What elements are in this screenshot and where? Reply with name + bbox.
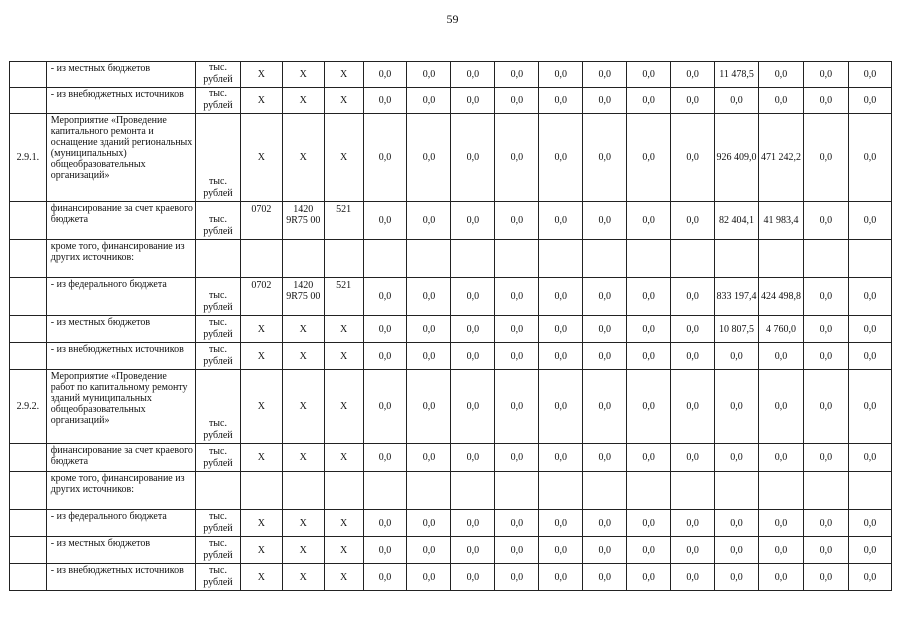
value-cell: 0,0 — [671, 444, 715, 472]
row-code-cell — [10, 564, 47, 591]
value-cell: 0,0 — [539, 278, 583, 316]
value-cell: 0,0 — [363, 88, 407, 114]
classification-cell — [240, 472, 282, 510]
value-cell: 0,0 — [451, 537, 495, 564]
value-cell — [407, 472, 451, 510]
value-cell: 0,0 — [715, 564, 759, 591]
classification-cell: 0702 — [240, 278, 282, 316]
value-cell: 0,0 — [495, 370, 539, 444]
classification-cell: X — [324, 537, 363, 564]
value-cell: 0,0 — [495, 444, 539, 472]
value-cell: 0,0 — [583, 510, 627, 537]
value-cell — [671, 240, 715, 278]
row-code-cell — [10, 240, 47, 278]
value-cell: 0,0 — [363, 114, 407, 202]
table-row — [10, 510, 892, 537]
row-name-cell: - из внебюджетных источников — [46, 343, 195, 370]
classification-cell: X — [240, 537, 282, 564]
value-cell: 0,0 — [715, 510, 759, 537]
value-cell — [671, 472, 715, 510]
value-cell: 0,0 — [848, 316, 891, 343]
value-cell: 0,0 — [451, 343, 495, 370]
value-cell: 0,0 — [583, 537, 627, 564]
row-code-cell — [10, 510, 47, 537]
value-cell: 0,0 — [848, 537, 891, 564]
row-unit-cell: тыс. рублей — [195, 537, 240, 564]
value-cell: 0,0 — [671, 564, 715, 591]
value-cell: 0,0 — [627, 62, 671, 88]
classification-cell: X — [282, 316, 324, 343]
value-cell: 0,0 — [407, 510, 451, 537]
value-cell: 0,0 — [539, 444, 583, 472]
value-cell: 0,0 — [495, 537, 539, 564]
row-name-cell: кроме того, финансирование из других источников: — [46, 472, 195, 510]
value-cell: 0,0 — [848, 202, 891, 240]
value-cell: 0,0 — [671, 278, 715, 316]
value-cell — [363, 240, 407, 278]
value-cell: 0,0 — [363, 343, 407, 370]
classification-cell: 1420 9R75 00 — [282, 202, 324, 240]
value-cell: 0,0 — [803, 510, 848, 537]
classification-cell: X — [324, 510, 363, 537]
row-name-cell: финансирование за счет краевого бюджета — [46, 202, 195, 240]
value-cell: 41 983,4 — [758, 202, 803, 240]
value-cell: 0,0 — [671, 537, 715, 564]
value-cell: 0,0 — [671, 88, 715, 114]
value-cell: 0,0 — [407, 62, 451, 88]
value-cell: 0,0 — [848, 370, 891, 444]
table-row — [10, 343, 892, 370]
value-cell: 0,0 — [539, 114, 583, 202]
row-code-cell — [10, 88, 47, 114]
row-code-cell — [10, 537, 47, 564]
value-cell — [407, 240, 451, 278]
value-cell: 0,0 — [803, 343, 848, 370]
value-cell: 0,0 — [407, 564, 451, 591]
classification-cell: 521 — [324, 202, 363, 240]
value-cell: 471 242,2 — [758, 114, 803, 202]
value-cell: 0,0 — [451, 88, 495, 114]
value-cell: 0,0 — [803, 537, 848, 564]
value-cell — [451, 240, 495, 278]
value-cell: 0,0 — [539, 564, 583, 591]
row-code-cell: 2.9.1. — [10, 114, 47, 202]
value-cell: 0,0 — [627, 114, 671, 202]
classification-cell: X — [324, 343, 363, 370]
row-unit-cell: тыс. рублей — [195, 510, 240, 537]
value-cell: 0,0 — [627, 343, 671, 370]
classification-cell: X — [282, 114, 324, 202]
value-cell: 0,0 — [715, 343, 759, 370]
value-cell: 0,0 — [495, 202, 539, 240]
classification-cell: X — [324, 564, 363, 591]
value-cell: 0,0 — [407, 343, 451, 370]
row-unit-cell: тыс. рублей — [195, 202, 240, 240]
value-cell: 0,0 — [758, 370, 803, 444]
value-cell: 0,0 — [715, 88, 759, 114]
table-row — [10, 240, 892, 278]
value-cell: 0,0 — [671, 62, 715, 88]
value-cell: 0,0 — [539, 62, 583, 88]
budget-table-body — [10, 62, 892, 591]
value-cell: 0,0 — [803, 564, 848, 591]
value-cell: 0,0 — [627, 537, 671, 564]
value-cell: 0,0 — [363, 370, 407, 444]
value-cell: 926 409,0 — [715, 114, 759, 202]
value-cell: 0,0 — [848, 62, 891, 88]
value-cell: 0,0 — [627, 510, 671, 537]
value-cell: 424 498,8 — [758, 278, 803, 316]
value-cell: 0,0 — [627, 316, 671, 343]
value-cell: 0,0 — [758, 537, 803, 564]
value-cell: 0,0 — [848, 278, 891, 316]
value-cell: 0,0 — [803, 444, 848, 472]
classification-cell: 1420 9R75 00 — [282, 278, 324, 316]
classification-cell: X — [282, 88, 324, 114]
table-row — [10, 114, 892, 202]
value-cell: 0,0 — [583, 343, 627, 370]
value-cell: 0,0 — [407, 202, 451, 240]
value-cell: 0,0 — [539, 88, 583, 114]
row-unit-cell: тыс. рублей — [195, 88, 240, 114]
row-code-cell — [10, 202, 47, 240]
classification-cell: X — [324, 370, 363, 444]
row-unit-cell — [195, 240, 240, 278]
value-cell: 0,0 — [848, 510, 891, 537]
row-unit-cell: тыс. рублей — [195, 278, 240, 316]
value-cell: 0,0 — [407, 88, 451, 114]
value-cell — [495, 240, 539, 278]
row-code-cell: 2.9.2. — [10, 370, 47, 444]
classification-cell: X — [324, 444, 363, 472]
classification-cell: X — [282, 510, 324, 537]
value-cell: 0,0 — [758, 510, 803, 537]
table-row — [10, 537, 892, 564]
value-cell — [715, 472, 759, 510]
value-cell: 0,0 — [495, 510, 539, 537]
value-cell: 0,0 — [451, 370, 495, 444]
table-row — [10, 472, 892, 510]
value-cell: 0,0 — [803, 62, 848, 88]
value-cell: 0,0 — [583, 370, 627, 444]
value-cell — [803, 472, 848, 510]
value-cell — [803, 240, 848, 278]
value-cell — [627, 472, 671, 510]
value-cell: 0,0 — [758, 564, 803, 591]
value-cell: 0,0 — [451, 444, 495, 472]
value-cell: 0,0 — [583, 88, 627, 114]
value-cell: 0,0 — [407, 114, 451, 202]
value-cell: 11 478,5 — [715, 62, 759, 88]
table-row — [10, 316, 892, 343]
value-cell: 0,0 — [627, 370, 671, 444]
value-cell: 0,0 — [495, 62, 539, 88]
value-cell: 0,0 — [671, 202, 715, 240]
row-unit-cell: тыс. рублей — [195, 62, 240, 88]
value-cell: 0,0 — [715, 537, 759, 564]
value-cell: 0,0 — [627, 564, 671, 591]
value-cell: 0,0 — [671, 370, 715, 444]
classification-cell: X — [282, 62, 324, 88]
value-cell: 0,0 — [539, 202, 583, 240]
value-cell: 0,0 — [803, 370, 848, 444]
row-code-cell — [10, 278, 47, 316]
row-name-cell: - из местных бюджетов — [46, 316, 195, 343]
value-cell: 0,0 — [583, 316, 627, 343]
row-unit-cell: тыс. рублей — [195, 316, 240, 343]
classification-cell: 521 — [324, 278, 363, 316]
classification-cell: X — [282, 444, 324, 472]
value-cell: 0,0 — [803, 202, 848, 240]
row-code-cell — [10, 472, 47, 510]
value-cell: 0,0 — [451, 510, 495, 537]
row-unit-cell: тыс. рублей — [195, 114, 240, 202]
value-cell — [583, 472, 627, 510]
value-cell: 0,0 — [627, 88, 671, 114]
row-name-cell: - из федерального бюджета — [46, 278, 195, 316]
table-row — [10, 444, 892, 472]
table-row — [10, 62, 892, 88]
value-cell: 0,0 — [627, 278, 671, 316]
value-cell: 0,0 — [495, 88, 539, 114]
page-number: 59 — [446, 12, 459, 26]
row-name-cell: - из федерального бюджета — [46, 510, 195, 537]
table-row — [10, 88, 892, 114]
value-cell: 0,0 — [848, 88, 891, 114]
value-cell: 0,0 — [407, 370, 451, 444]
value-cell: 0,0 — [758, 62, 803, 88]
classification-cell — [282, 472, 324, 510]
classification-cell: X — [240, 114, 282, 202]
value-cell: 0,0 — [583, 202, 627, 240]
value-cell: 0,0 — [363, 316, 407, 343]
classification-cell: X — [240, 62, 282, 88]
value-cell: 0,0 — [758, 444, 803, 472]
value-cell: 0,0 — [671, 343, 715, 370]
value-cell: 0,0 — [495, 278, 539, 316]
value-cell: 0,0 — [671, 316, 715, 343]
value-cell: 0,0 — [363, 202, 407, 240]
table-row — [10, 564, 892, 591]
value-cell: 0,0 — [363, 444, 407, 472]
value-cell: 0,0 — [495, 343, 539, 370]
classification-cell: X — [240, 510, 282, 537]
value-cell — [848, 240, 891, 278]
value-cell: 0,0 — [363, 278, 407, 316]
value-cell: 0,0 — [407, 444, 451, 472]
value-cell — [715, 240, 759, 278]
value-cell: 0,0 — [583, 278, 627, 316]
value-cell — [758, 472, 803, 510]
row-code-cell — [10, 316, 47, 343]
value-cell: 0,0 — [539, 510, 583, 537]
classification-cell — [282, 240, 324, 278]
classification-cell — [240, 240, 282, 278]
value-cell: 0,0 — [848, 444, 891, 472]
value-cell: 82 404,1 — [715, 202, 759, 240]
value-cell: 0,0 — [539, 343, 583, 370]
value-cell: 0,0 — [495, 564, 539, 591]
value-cell: 0,0 — [758, 88, 803, 114]
value-cell: 0,0 — [451, 202, 495, 240]
value-cell — [758, 240, 803, 278]
value-cell: 0,0 — [495, 114, 539, 202]
value-cell: 0,0 — [451, 278, 495, 316]
value-cell: 0,0 — [407, 316, 451, 343]
value-cell — [848, 472, 891, 510]
row-unit-cell — [195, 472, 240, 510]
classification-cell: X — [324, 114, 363, 202]
table-row — [10, 202, 892, 240]
value-cell: 833 197,4 — [715, 278, 759, 316]
value-cell: 0,0 — [803, 278, 848, 316]
value-cell: 0,0 — [803, 88, 848, 114]
classification-cell: X — [282, 564, 324, 591]
classification-cell: X — [240, 444, 282, 472]
value-cell: 0,0 — [848, 564, 891, 591]
value-cell: 0,0 — [407, 537, 451, 564]
classification-cell: X — [282, 343, 324, 370]
value-cell: 0,0 — [715, 444, 759, 472]
value-cell: 4 760,0 — [758, 316, 803, 343]
value-cell: 0,0 — [451, 564, 495, 591]
value-cell: 0,0 — [495, 316, 539, 343]
value-cell: 0,0 — [671, 510, 715, 537]
value-cell: 0,0 — [848, 343, 891, 370]
value-cell: 0,0 — [627, 202, 671, 240]
row-code-cell — [10, 444, 47, 472]
classification-cell: 0702 — [240, 202, 282, 240]
row-unit-cell: тыс. рублей — [195, 343, 240, 370]
row-unit-cell: тыс. рублей — [195, 444, 240, 472]
table-row — [10, 278, 892, 316]
value-cell: 0,0 — [363, 62, 407, 88]
classification-cell: X — [240, 316, 282, 343]
row-name-cell: кроме того, финансирование из других источников: — [46, 240, 195, 278]
budget-table — [9, 61, 892, 591]
classification-cell — [324, 472, 363, 510]
row-unit-cell: тыс. рублей — [195, 564, 240, 591]
classification-cell: X — [282, 370, 324, 444]
value-cell: 10 807,5 — [715, 316, 759, 343]
value-cell: 0,0 — [363, 564, 407, 591]
classification-cell: X — [240, 88, 282, 114]
value-cell: 0,0 — [363, 510, 407, 537]
value-cell — [539, 472, 583, 510]
value-cell: 0,0 — [363, 537, 407, 564]
value-cell: 0,0 — [451, 62, 495, 88]
value-cell: 0,0 — [407, 278, 451, 316]
value-cell: 0,0 — [451, 316, 495, 343]
classification-cell: X — [324, 316, 363, 343]
value-cell — [539, 240, 583, 278]
value-cell: 0,0 — [715, 370, 759, 444]
row-name-cell: - из внебюджетных источников — [46, 88, 195, 114]
value-cell: 0,0 — [627, 444, 671, 472]
row-name-cell: - из внебюджетных источников — [46, 564, 195, 591]
value-cell: 0,0 — [848, 114, 891, 202]
row-code-cell — [10, 343, 47, 370]
value-cell — [451, 472, 495, 510]
value-cell: 0,0 — [583, 62, 627, 88]
value-cell: 0,0 — [583, 564, 627, 591]
value-cell — [495, 472, 539, 510]
value-cell — [627, 240, 671, 278]
table-row — [10, 370, 892, 444]
classification-cell: X — [240, 370, 282, 444]
row-name-cell: - из местных бюджетов — [46, 537, 195, 564]
classification-cell: X — [240, 343, 282, 370]
value-cell: 0,0 — [803, 316, 848, 343]
value-cell: 0,0 — [583, 444, 627, 472]
value-cell: 0,0 — [583, 114, 627, 202]
row-name-cell: финансирование за счет краевого бюджета — [46, 444, 195, 472]
row-unit-cell: тыс. рублей — [195, 370, 240, 444]
classification-cell: X — [282, 537, 324, 564]
classification-cell: X — [240, 564, 282, 591]
row-code-cell — [10, 62, 47, 88]
row-name-cell: - из местных бюджетов — [46, 62, 195, 88]
row-name-cell: Мероприятие «Проведение работ по капитальному ремонту зданий муниципальных общеобразовательных организаций» — [46, 370, 195, 444]
value-cell: 0,0 — [539, 537, 583, 564]
value-cell: 0,0 — [671, 114, 715, 202]
value-cell: 0,0 — [539, 370, 583, 444]
value-cell — [363, 472, 407, 510]
value-cell: 0,0 — [539, 316, 583, 343]
classification-cell: X — [324, 88, 363, 114]
value-cell — [583, 240, 627, 278]
classification-cell — [324, 240, 363, 278]
row-name-cell: Мероприятие «Проведение капитального ремонта и оснащение зданий региональных (муниципальных) общеобразовательных организаций» — [46, 114, 195, 202]
classification-cell: X — [324, 62, 363, 88]
value-cell: 0,0 — [803, 114, 848, 202]
value-cell: 0,0 — [451, 114, 495, 202]
value-cell: 0,0 — [758, 343, 803, 370]
